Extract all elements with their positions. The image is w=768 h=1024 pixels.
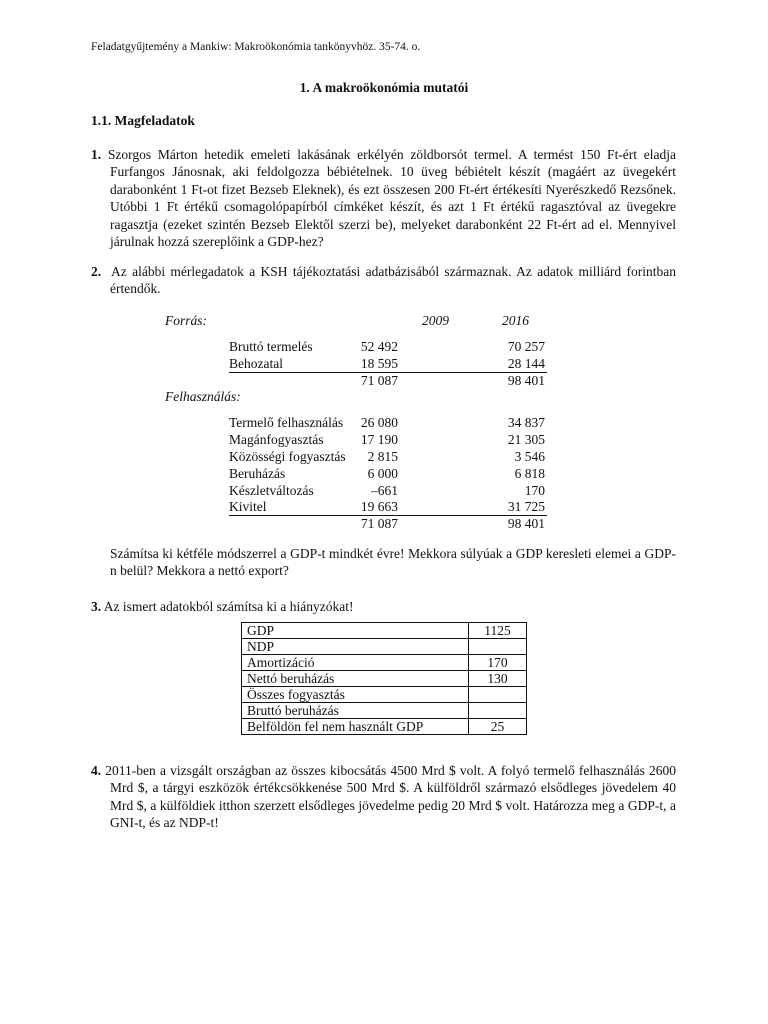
gdp-table-value bbox=[469, 703, 527, 719]
source-row-label: Behozatal bbox=[229, 355, 283, 371]
use-row-label: Beruházás bbox=[229, 465, 286, 481]
use-row-value-2009: –661 bbox=[371, 482, 398, 498]
task-4-number: 4. bbox=[91, 763, 102, 778]
source-total-row bbox=[165, 373, 555, 390]
year-header-2016: 2016 bbox=[502, 313, 529, 328]
source-row-value-2016: 28 144 bbox=[507, 355, 545, 371]
gdp-table-label: Bruttó beruházás bbox=[242, 703, 469, 719]
gdp-table-label: Belföldön fel nem használt GDP bbox=[242, 719, 469, 735]
task-4 bbox=[91, 762, 676, 832]
task-2-question: Számítsa ki kétféle módszerrel a GDP-t mindkét évre! Mekkora súlyúak a GDP keresleti elemei a GDP-n belül? Mekkora a nettó export? bbox=[110, 546, 676, 579]
source-label: Forrás: bbox=[165, 313, 208, 328]
source-row bbox=[165, 356, 555, 373]
use-row-label: Termelő felhasználás bbox=[229, 415, 344, 431]
source-rows bbox=[165, 339, 555, 373]
gdp-table-label: NDP bbox=[242, 639, 469, 655]
task-2 bbox=[91, 263, 676, 298]
use-total-2009: 71 087 bbox=[360, 516, 398, 532]
section-title: 1. A makroökonómia mutatói bbox=[299, 80, 469, 95]
gdp-table-row bbox=[242, 703, 527, 719]
use-row-label: Készletváltozás bbox=[229, 482, 314, 498]
use-row-value-2009: 19 663 bbox=[360, 499, 398, 515]
use-row bbox=[165, 432, 555, 449]
subsection-title: 1.1. Magfeladatok bbox=[91, 113, 195, 128]
use-row bbox=[165, 466, 555, 483]
task-3 bbox=[91, 598, 676, 615]
use-row-value-2016: 34 837 bbox=[507, 415, 545, 431]
gdp-table-row bbox=[242, 671, 527, 687]
gdp-table-value bbox=[469, 639, 527, 655]
use-label: Felhasználás: bbox=[165, 389, 241, 405]
gdp-table-value: 130 bbox=[469, 671, 527, 687]
gdp-table-row bbox=[242, 639, 527, 655]
gdp-table-label: Nettó beruházás bbox=[242, 671, 469, 687]
source-total-2009: 71 087 bbox=[360, 372, 398, 388]
task-4-text: 2011-ben a vizsgált országban az összes kibocsátás 4500 Mrd $ volt. A folyó termelő felhasználás 2600 Mrd $, a tárgyi eszközök értékcsökkenése 500 Mrd $. A külföldről származó elsődleges jövedelem 40 Mrd $, a külföldiek itthon szerzett elsődleges jövedelme pedig 20 Mrd $ volt. Határozza meg a GDP-t, a GNI-t, és az NDP-t! bbox=[105, 763, 677, 831]
use-row-label: Magánfogyasztás bbox=[229, 432, 324, 448]
use-row-value-2009: 6 000 bbox=[367, 465, 398, 481]
running-header: Feladatgyűjtemény a Mankiw: Makroökonómia tankönyvhöz. 35-74. o. bbox=[91, 41, 421, 53]
gdp-table-value: 25 bbox=[469, 719, 527, 735]
task-3-text: Az ismert adatokból számítsa ki a hiányzókat! bbox=[103, 599, 354, 614]
gdp-table bbox=[241, 622, 527, 735]
gdp-table-value: 170 bbox=[469, 655, 527, 671]
use-row-value-2009: 2 815 bbox=[367, 448, 398, 464]
task-1-text: Szorgos Márton hetedik emeleti lakásának erkélyén zöldborsót termel. A termést 150 Ft-ért eladja Furfangos Jánosnak, aki feldolgozza bébiételnek. 10 üveg bébiételt készít (magáért az üvegekért darabonként 1 Ft-ot fizet Bezseb Eleknek), és ezt összesen 200 Ft-ért értékesíti Nyerészkedő Rezsőnek. Utóbbi 1 Ft értékű csomagolópapírból címkéket készít, és azt 1 Ft értékű ragasztóval az üvegekre ragasztja (ezeket szintén Bezseb Elektől szerzi be), melyeket darabonként 22 Ft-ért ad el. Mennyivel járulnak hozzá szereplőink a GDP-hez? bbox=[107, 147, 676, 250]
source-row-label: Bruttó termelés bbox=[229, 339, 313, 354]
use-row-value-2016: 170 bbox=[524, 482, 545, 498]
balance-table bbox=[165, 313, 555, 533]
gdp-table-row bbox=[242, 623, 527, 639]
source-row-value-2009: 18 595 bbox=[360, 355, 398, 371]
use-total-2016: 98 401 bbox=[507, 516, 545, 532]
task-1-number: 1. bbox=[91, 147, 102, 162]
source-total-2016: 98 401 bbox=[507, 372, 545, 388]
use-row-value-2016: 6 818 bbox=[514, 465, 545, 481]
use-row bbox=[165, 499, 555, 516]
gdp-table-row bbox=[242, 655, 527, 671]
task-2-text: Az alábbi mérlegadatok a KSH tájékoztatási adatbázisából származnak. Az adatok milliárd forintban értendők. bbox=[110, 264, 676, 297]
gdp-table-label: Összes fogyasztás bbox=[242, 687, 469, 703]
source-row bbox=[165, 339, 555, 356]
use-row bbox=[165, 483, 555, 500]
use-row-value-2016: 3 546 bbox=[514, 448, 545, 464]
year-header-2009: 2009 bbox=[422, 313, 449, 328]
gdp-table-label: Amortizáció bbox=[242, 655, 469, 671]
task-1 bbox=[91, 146, 676, 250]
gdp-table-row bbox=[242, 687, 527, 703]
gdp-table-value: 1125 bbox=[469, 623, 527, 639]
gdp-table-value bbox=[469, 687, 527, 703]
use-row-value-2016: 31 725 bbox=[507, 499, 545, 515]
use-header-row bbox=[165, 389, 555, 411]
use-row bbox=[165, 449, 555, 466]
use-row-value-2009: 26 080 bbox=[360, 415, 398, 431]
task-3-number: 3. bbox=[91, 599, 102, 614]
task-2-number: 2. bbox=[91, 264, 102, 279]
use-total-row bbox=[165, 516, 555, 533]
source-row-value-2016: 70 257 bbox=[507, 339, 545, 354]
use-row bbox=[165, 415, 555, 432]
gdp-table-label: GDP bbox=[242, 623, 469, 639]
use-row-value-2009: 17 190 bbox=[360, 432, 398, 448]
use-row-label: Közösségi fogyasztás bbox=[229, 448, 346, 464]
use-row-value-2016: 21 305 bbox=[507, 432, 545, 448]
balance-header-row bbox=[165, 313, 555, 335]
gdp-table-row bbox=[242, 719, 527, 735]
use-row-label: Kivitel bbox=[229, 499, 267, 515]
use-rows bbox=[165, 415, 555, 516]
source-row-value-2009: 52 492 bbox=[360, 339, 398, 354]
